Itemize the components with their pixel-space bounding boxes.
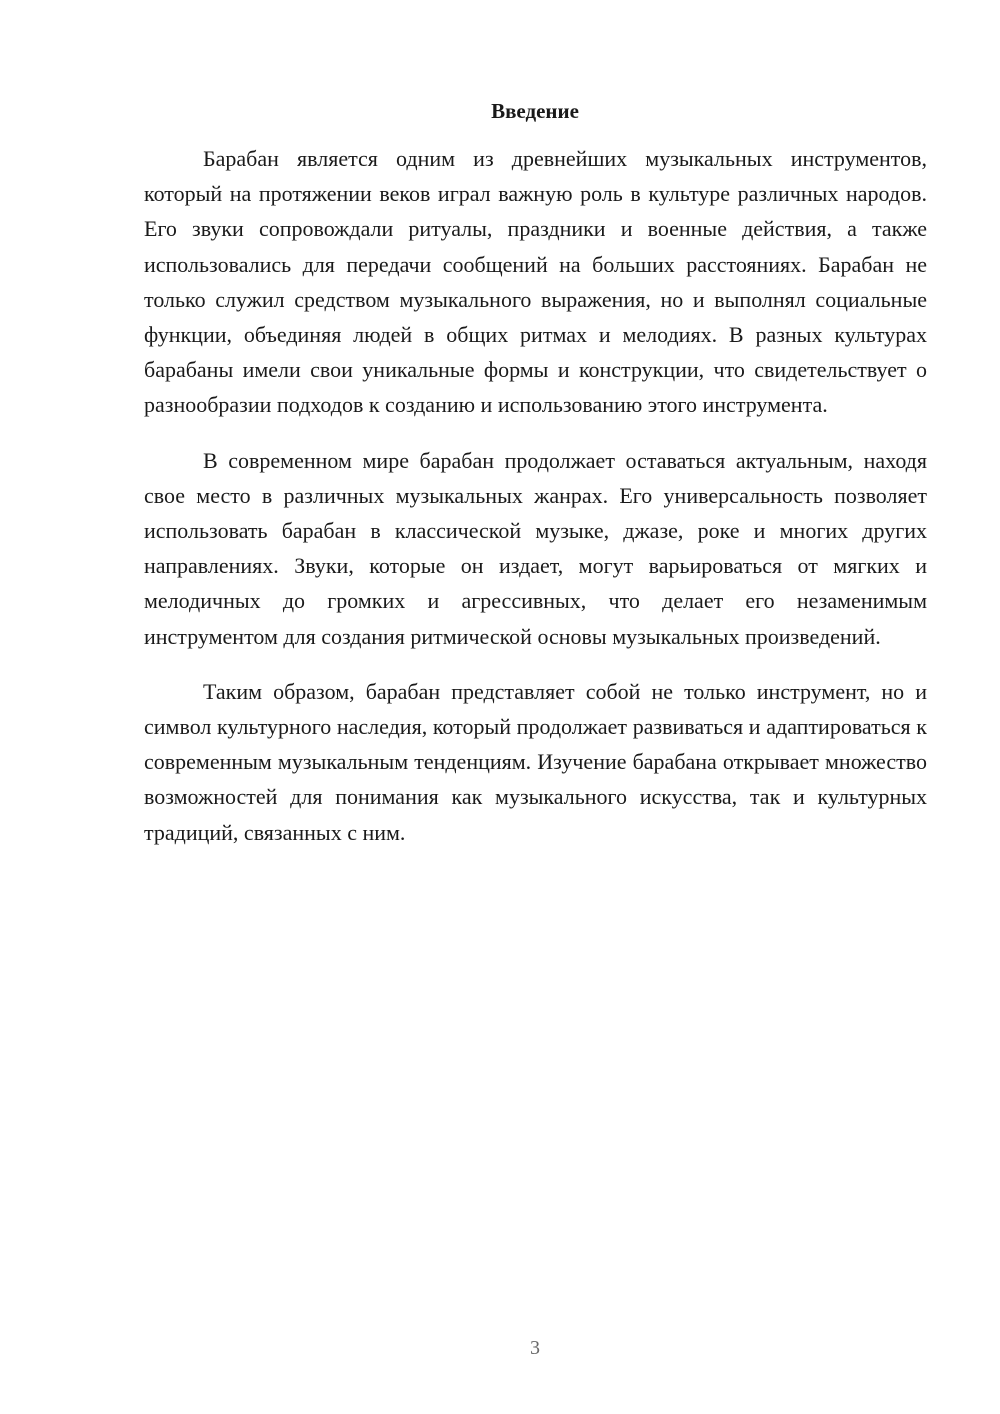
- page-title: Введение: [491, 99, 579, 123]
- paragraph: В современном мире барабан продолжает оставаться актуальным, находя свое место в различных музыкальных жанрах. Его универсальность позволяет использовать барабан в классической музыке, джазе, роке и многих других направлениях. Звуки, которые он издает, могут варьироваться от мягких и мелодичных до громких и агрессивных, что делает его незаменимым инструментом для создания ритмической основы музыкальных произведений.: [144, 447, 927, 649]
- paragraph: Таким образом, барабан представляет собой не только инструмент, но и символ культурного наследия, который продолжает развиваться и адаптироваться к современным музыкальным тенденциям. Изучение барабана открывает множество возможностей для понимания как музыкального искусства, так и культурных традиций, связанных с ним.: [144, 678, 927, 845]
- page-number: 3: [530, 1337, 540, 1359]
- paragraph: Барабан является одним из древнейших музыкальных инструментов, который на протяжении веков играл важную роль в культуре различных народов. Его звуки сопровождали ритуалы, праздники и военные действия, а также использовались для передачи сообщений на больших расстояниях. Барабан не только служил средством музыкального выражения, но и выполнял социальные функции, объединяя людей в общих ритмах и мелодиях. В разных культурах барабаны имели свои уникальные формы и конструкции, что свидетельствует о разнообразии подходов к созданию и использованию этого инструмента.: [144, 146, 927, 418]
- body-text: [144, 141, 927, 870]
